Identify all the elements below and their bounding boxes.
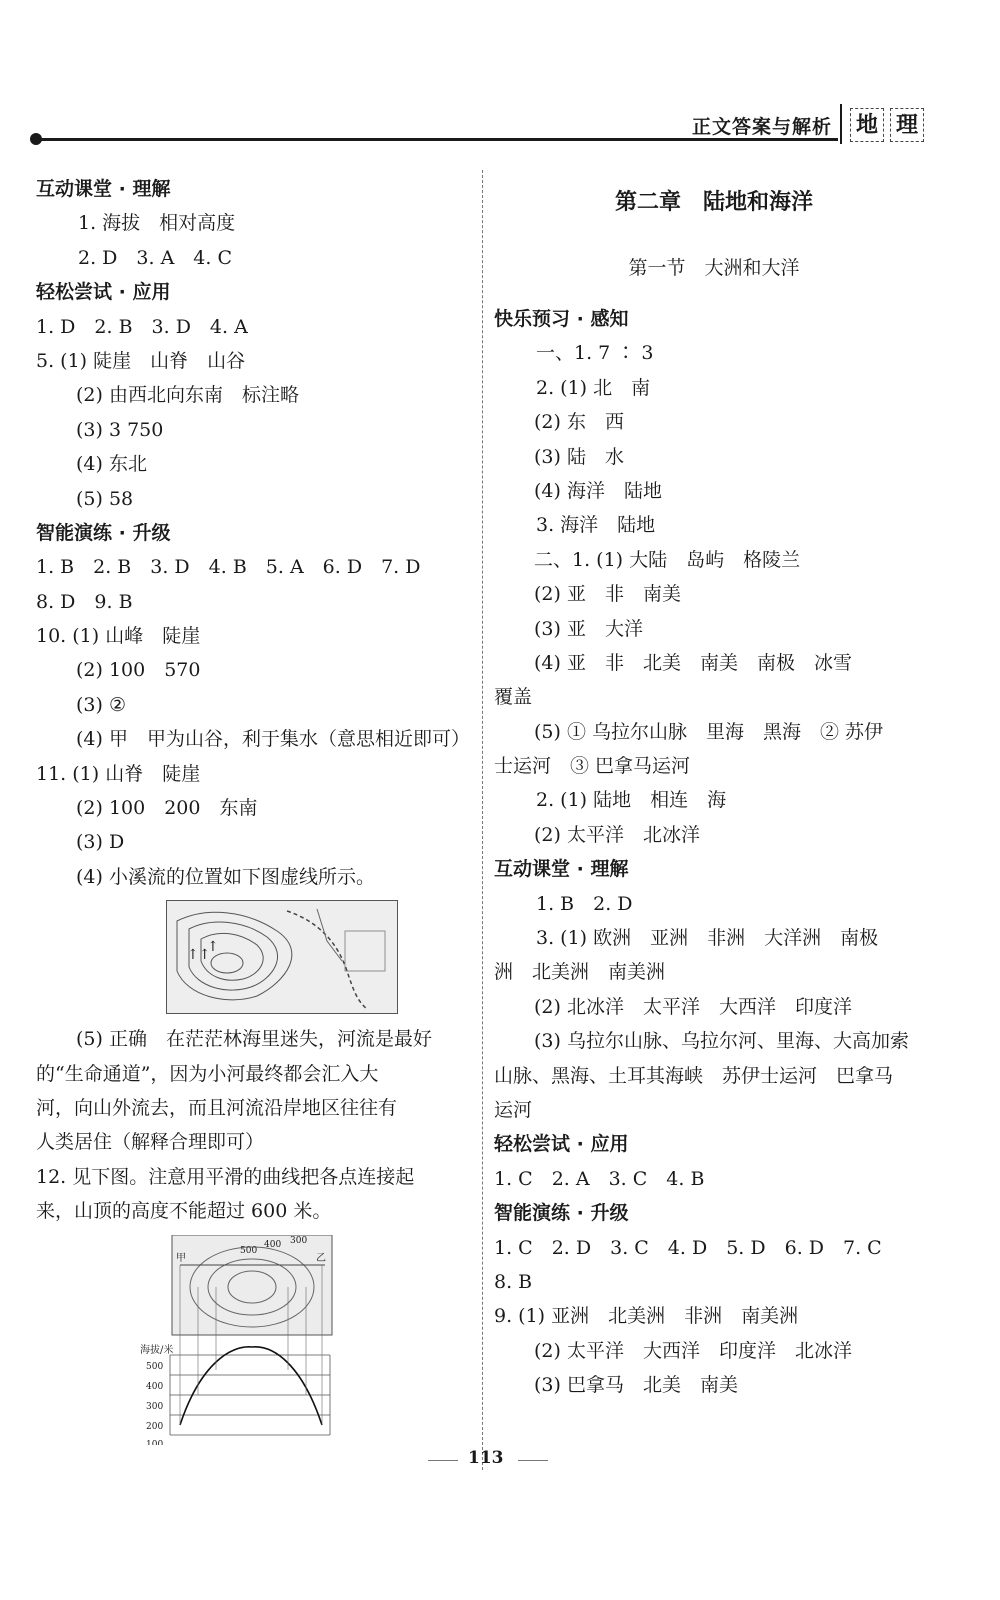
header-separator (840, 104, 842, 144)
answer-line: (5) 正确 在茫茫林海里迷失，河流是最好 (76, 1028, 432, 1051)
column-divider (482, 170, 483, 1470)
stream-map-figure (166, 900, 398, 1014)
answer-line: 二、1. (1) 大陆 岛屿 格陵兰 (534, 548, 801, 571)
section-heading: 互动课堂 · 理解 (494, 858, 629, 881)
fig2-ytick: 500 (146, 1361, 164, 1372)
answer-line: 8. B (494, 1270, 533, 1293)
contour-map-graphic (167, 901, 397, 1013)
answer-line: (4) 东北 (76, 453, 147, 476)
fig2-label-jia: 甲 (176, 1252, 186, 1264)
answer-line: (3) 陆 水 (534, 445, 624, 468)
answer-line: (3) ② (76, 693, 126, 716)
answer-line: 2. (1) 北 南 (536, 376, 651, 399)
subject-char: 理 (890, 108, 924, 142)
answer-line: 10. (1) 山峰 陡崖 (36, 625, 201, 648)
answer-line: 覆盖 (494, 686, 533, 709)
section-title: 第一节 大洲和大洋 (628, 257, 800, 279)
right-answers (494, 302, 934, 1403)
answer-line: 洲 北美洲 南美洲 (494, 961, 666, 984)
fig2-ytick: 200 (146, 1421, 164, 1432)
answer-line: (3) 乌拉尔山脉、乌拉尔河、里海、大高加索 (534, 1030, 909, 1053)
section-heading: 智能演练 · 升级 (36, 521, 171, 544)
chapter-title: 第二章 陆地和海洋 (614, 190, 813, 215)
svg-text:↑↑: ↑↑ (187, 947, 211, 964)
answer-line: 的“生命通道”，因为小河最终都会汇入大 (36, 1062, 379, 1085)
answer-line: 1. 海拔 相对高度 (78, 212, 236, 235)
answer-line: 人类居住（解释合理即可） (36, 1131, 265, 1154)
left-column (36, 172, 476, 1445)
section-heading: 互动课堂 · 理解 (36, 178, 171, 200)
section-heading: 快乐预习 · 感知 (494, 308, 629, 330)
answer-line: (2) 亚 非 南美 (534, 583, 681, 606)
fig2-ytick: 400 (146, 1381, 164, 1392)
answer-line: 9. (1) 亚洲 北美洲 非洲 南美洲 (494, 1305, 799, 1328)
section-heading: 轻松尝试 · 应用 (36, 281, 171, 304)
answer-line: (4) 小溪流的位置如下图虚线所示。 (76, 865, 375, 888)
answer-line: 2. D 3. A 4. C (78, 246, 232, 269)
answer-line: 1. C 2. D 3. C 4. D 5. D 6. D 7. C (494, 1236, 882, 1259)
answer-line: (3) 亚 大洋 (534, 617, 643, 640)
answer-line: (4) 海洋 陆地 (534, 479, 662, 502)
answer-line: (3) 3 750 (76, 418, 164, 441)
fig2-label-400: 400 (264, 1239, 282, 1250)
answer-line: 3. 海洋 陆地 (536, 514, 656, 537)
right-column (494, 172, 934, 1403)
answer-line: (2) 100 200 东南 (76, 797, 258, 820)
answer-line: 3. (1) 欧洲 亚洲 非洲 大洋洲 南极 (536, 927, 879, 950)
answer-line: (5) ① 乌拉尔山脉 里海 黑海 ② 苏伊 (534, 720, 884, 743)
terrain-profile-graphic (140, 1235, 390, 1445)
answer-line: (2) 太平洋 北冰洋 (534, 823, 700, 846)
answer-line: 2. (1) 陆地 相连 海 (536, 789, 727, 812)
profile-figure (140, 1235, 390, 1445)
fig2-label-yi: 乙 (316, 1252, 326, 1264)
answer-line: 士运河 ③ 巴拿马运河 (494, 755, 691, 778)
answer-line: 11. (1) 山脊 陡崖 (36, 762, 201, 785)
subject-label (850, 108, 924, 142)
answer-line: 5. (1) 陡崖 山脊 山谷 (36, 349, 246, 372)
answer-line: (2) 东 西 (534, 411, 624, 434)
answer-line: 1. D 2. B 3. D 4. A (36, 315, 248, 338)
fig2-ytick: 300 (146, 1401, 164, 1412)
left-answers-part2 (36, 1022, 476, 1228)
answer-line: (3) D (76, 831, 125, 854)
answer-line: 河，向山外流去，而且河流沿岸地区往往有 (36, 1096, 398, 1119)
left-answers-part1 (36, 172, 476, 894)
svg-text:↑: ↑ (207, 939, 219, 956)
header-title: 正文答案与解析 (692, 116, 833, 138)
answer-line: 1. B 2. D (536, 892, 633, 915)
fig2-label-300: 300 (290, 1235, 308, 1246)
answer-line: (2) 由西北向东南 标注略 (76, 384, 299, 407)
answer-line: (2) 100 570 (76, 659, 201, 682)
section-heading: 轻松尝试 · 应用 (494, 1133, 629, 1156)
answer-line: 12. 见下图。注意用平滑的曲线把各点连接起 (36, 1165, 415, 1188)
fig2-ytick: 100 (146, 1439, 164, 1445)
answer-line: (3) 巴拿马 北美 南美 (534, 1374, 738, 1397)
answer-line: (4) 亚 非 北美 南美 南极 冰雪 (534, 651, 852, 674)
answer-line: (5) 58 (76, 487, 134, 510)
answer-line: (4) 甲 甲为山谷，利于集水（意思相近即可） (76, 728, 470, 751)
answer-line: 1. C 2. A 3. C 4. B (494, 1167, 705, 1190)
subject-char: 地 (850, 108, 884, 142)
answer-line: 运河 (494, 1098, 533, 1121)
section-heading: 智能演练 · 升级 (494, 1202, 629, 1225)
fig2-label-500: 500 (240, 1245, 258, 1256)
answer-line: 来，山顶的高度不能超过 600 米。 (36, 1200, 332, 1223)
answer-line: 8. D 9. B (36, 590, 133, 613)
answer-line: (2) 北冰洋 太平洋 大西洋 印度洋 (534, 995, 852, 1018)
page-number: 113 (468, 1448, 504, 1468)
answer-line: 山脉、黑海、土耳其海峡 苏伊士运河 巴拿马 (494, 1064, 894, 1087)
answer-line: 1. B 2. B 3. D 4. B 5. A 6. D 7. D (36, 556, 421, 579)
fig2-ylabel: 海拔/米 (140, 1344, 174, 1356)
answer-line: (2) 太平洋 大西洋 印度洋 北冰洋 (534, 1339, 852, 1362)
answer-line: 一、1. 7 ∶ 3 (536, 342, 654, 365)
